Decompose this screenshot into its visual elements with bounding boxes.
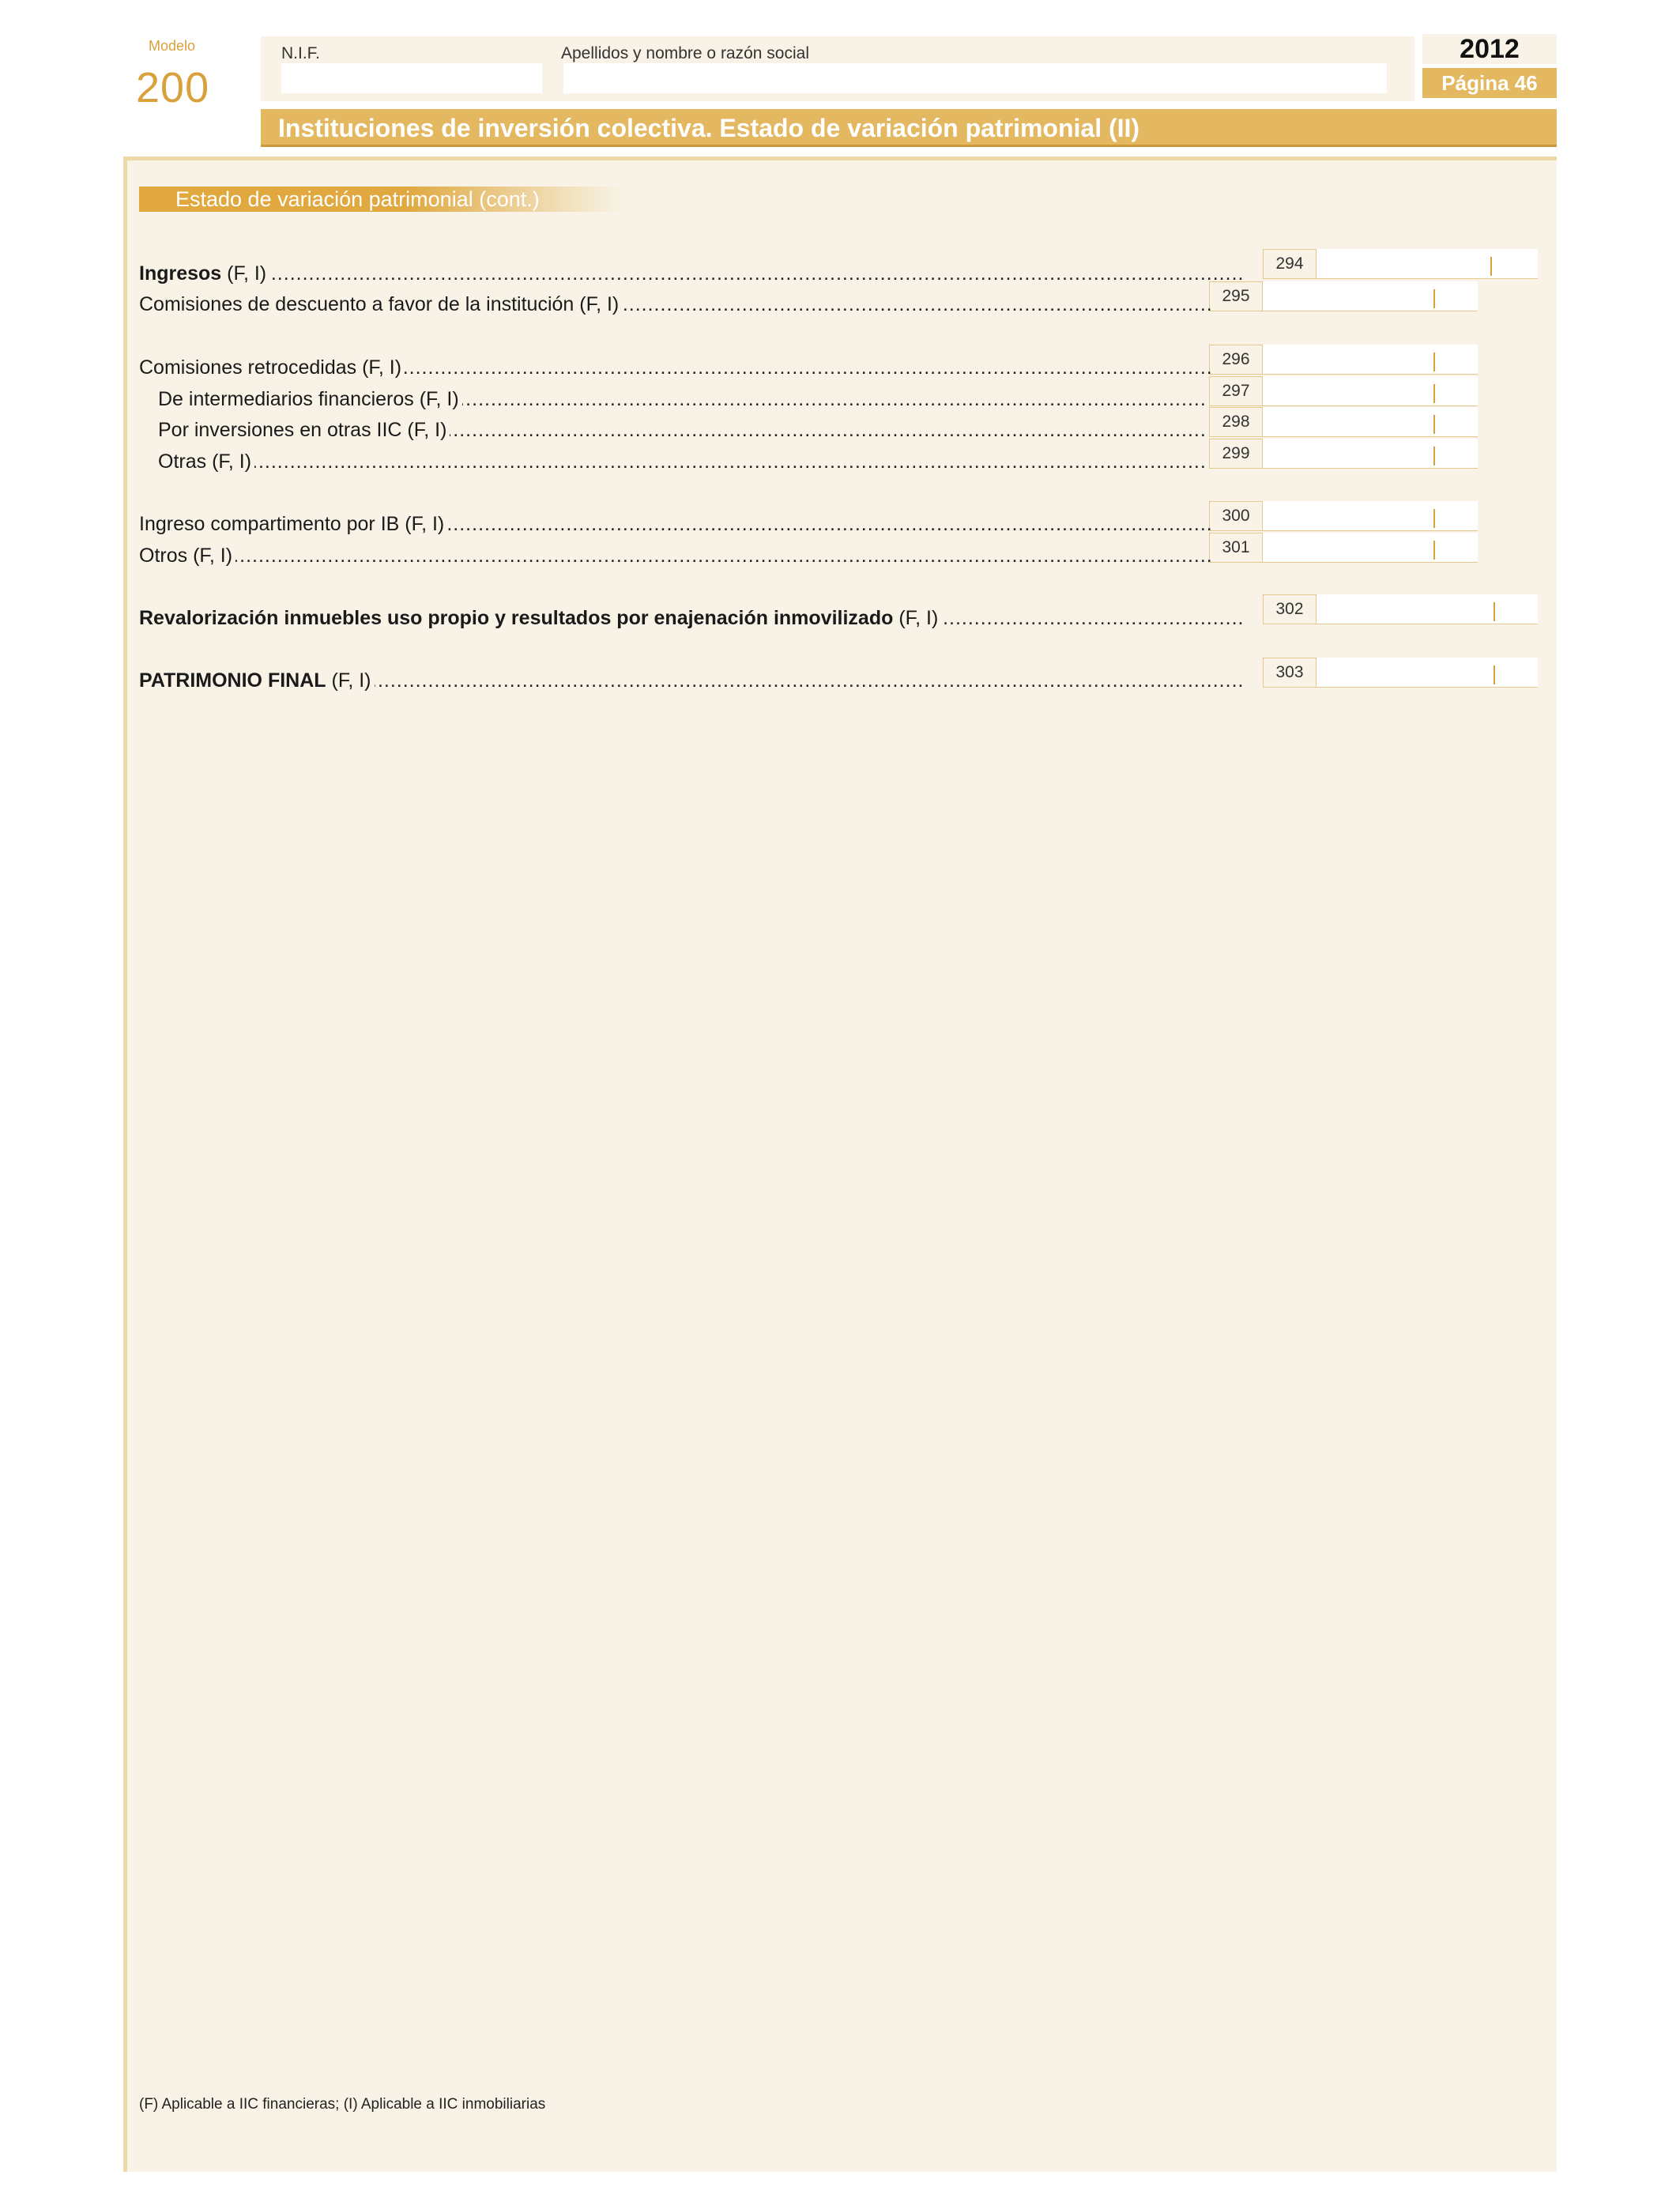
- field-code: 294: [1263, 249, 1317, 279]
- amount-field-otros[interactable]: [1263, 533, 1478, 563]
- amount-field-ingreso-compartimento[interactable]: [1263, 501, 1478, 531]
- amount-field-ingresos[interactable]: [1317, 249, 1538, 279]
- row-label-revalorizacion: ..... Revalorización inmuebles uso propio y resultados por enajenación inmovilizado (F, I): [139, 605, 1245, 631]
- decimal-separator: [1494, 665, 1495, 684]
- field-code: 303: [1263, 658, 1317, 688]
- name-field[interactable]: [563, 63, 1387, 93]
- decimal-separator: [1433, 352, 1435, 371]
- year-badge: 2012: [1422, 34, 1557, 64]
- decimal-separator: [1490, 257, 1492, 276]
- modelo-number: 200: [136, 64, 210, 111]
- row-label-patrimonio-final: ..... PATRIMONIO FINAL (F, I): [139, 667, 1245, 694]
- field-code: 301: [1209, 533, 1263, 563]
- decimal-separator: [1433, 509, 1435, 528]
- row-label-otras-iic: ..... Por inversiones en otras IIC (F, I): [139, 417, 1207, 443]
- row-label-otros: ..... Otros (F, I): [139, 542, 1212, 569]
- row-label-ingreso-compartimento: ..... Ingreso compartimento por IB (F, I): [139, 511, 1212, 537]
- page-number-badge: Página 46: [1422, 68, 1557, 98]
- amount-field-intermediarios[interactable]: [1263, 376, 1478, 406]
- field-code: 298: [1209, 407, 1263, 437]
- modelo-label: Modelo: [149, 38, 196, 54]
- nif-label: N.I.F.: [281, 44, 321, 62]
- field-code: 295: [1209, 281, 1263, 311]
- amount-field-comisiones-retrocedidas[interactable]: [1263, 345, 1478, 375]
- decimal-separator: [1433, 289, 1435, 308]
- decimal-separator: [1433, 541, 1435, 560]
- amount-field-patrimonio-final[interactable]: [1317, 658, 1538, 688]
- row-label-comisiones-retrocedidas: ..... Comisiones retrocedidas (F, I): [139, 354, 1212, 381]
- nif-field[interactable]: [281, 63, 542, 93]
- name-label: Apellidos y nombre o razón social: [561, 44, 809, 62]
- decimal-separator: [1433, 415, 1435, 434]
- section-title: Estado de variación patrimonial (cont.): [175, 187, 540, 211]
- row-label-otras: ..... Otras (F, I): [139, 448, 1207, 475]
- field-code: 296: [1209, 345, 1263, 375]
- footnote: (F) Aplicable a IIC financieras; (I) Aplicable a IIC inmobiliarias: [139, 2096, 546, 2113]
- decimal-separator: [1494, 602, 1495, 621]
- amount-field-revalorizacion[interactable]: [1317, 594, 1538, 624]
- page-title: Instituciones de inversión colectiva. Estado de variación patrimonial (II): [278, 114, 1140, 142]
- amount-field-otras-iic[interactable]: [1263, 407, 1478, 437]
- decimal-separator: [1433, 384, 1435, 403]
- row-label-intermediarios: ..... De intermediarios financieros (F, I): [139, 386, 1207, 413]
- amount-field-otras[interactable]: [1263, 439, 1478, 469]
- row-label-comisiones-descuento: ..... Comisiones de descuento a favor de la institución (F, I): [139, 291, 1212, 318]
- field-code: 302: [1263, 594, 1317, 624]
- decimal-separator: [1433, 447, 1435, 466]
- row-label-ingresos: ..... Ingresos (F, I): [139, 260, 1245, 287]
- field-code: 297: [1209, 376, 1263, 406]
- field-code: 300: [1209, 501, 1263, 531]
- amount-field-comisiones-descuento[interactable]: [1263, 281, 1478, 311]
- field-code: 299: [1209, 439, 1263, 469]
